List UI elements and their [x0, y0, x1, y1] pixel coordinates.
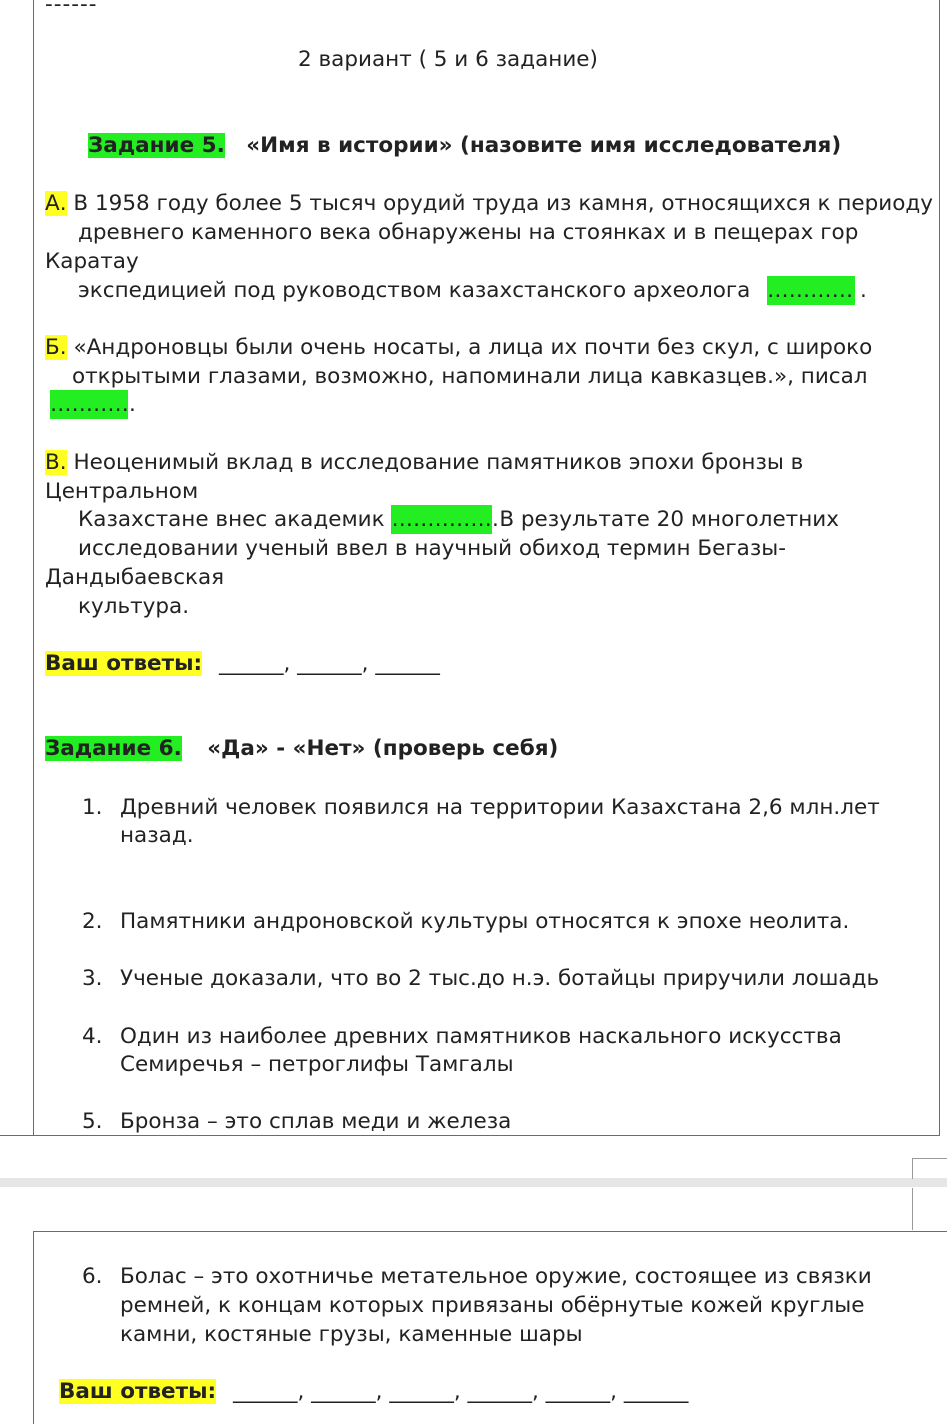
task6-item-6-line2: ремней, к концам которых привязаны обёрнутые кожей круглые	[120, 1293, 865, 1318]
page-gap-corner-top	[912, 1158, 947, 1179]
task5-c-text1: Неоценимый вклад в исследование памятников эпохи бронзы в	[73, 450, 804, 475]
task6-item-4-line1: Один из наиболее древних памятников наскального искусства	[120, 1024, 842, 1049]
task5-b-blank: …………	[50, 392, 136, 417]
task5-a-blank: ………… .	[767, 278, 867, 303]
task6-item-4-num: 4.	[82, 1024, 103, 1049]
task6-item-6-num: 6.	[82, 1264, 103, 1289]
task5-answers-blanks[interactable]: ______, ______, ______	[218, 651, 440, 676]
task6-item-1-num: 1.	[82, 795, 103, 820]
task6-heading	[45, 734, 558, 763]
task6-item-4-line2: Семиречья – петроглифы Тамгалы	[120, 1052, 514, 1077]
task5-c-line1	[45, 448, 803, 477]
task5-c-blank: ……………	[391, 507, 499, 532]
task5-a-line3: Каратау	[45, 249, 139, 274]
task6-item-3-num: 3.	[82, 966, 103, 991]
task6-item-5-line1: Бронза – это сплав меди и железа	[120, 1109, 512, 1134]
task5-answers-label: Ваш ответы:	[45, 651, 203, 676]
task5-b-text1: «Андроновцы были очень носаты, а лица их почти без скул, с широко	[73, 335, 873, 360]
variant-title: 2 вариант ( 5 и 6 задание)	[298, 47, 598, 72]
task6-item-6-line3: камни, костяные грузы, каменные шары	[120, 1322, 583, 1347]
task5-c-text3a: Казахстане внес академик	[78, 507, 385, 532]
task6-label: Задание 6.	[45, 736, 182, 761]
task5-heading	[88, 131, 841, 160]
task5-c-line2: Центральном	[45, 479, 199, 504]
task6-answers-blanks[interactable]: ______, ______, ______, ______, ______, ______	[232, 1379, 689, 1404]
task5-a-line2: древнего каменного века обнаружены на стоянках и в пещерах гор	[78, 220, 859, 245]
page-gap-corner-bottom	[912, 1188, 913, 1230]
task5-a-line1	[45, 189, 933, 218]
task5-a-line4	[78, 276, 867, 305]
task5-title: «Имя в истории» (назовите имя исследователя)	[246, 133, 842, 158]
task5-c-marker: В.	[45, 450, 67, 475]
task6-title: «Да» - «Нет» (проверь себя)	[207, 736, 559, 761]
task5-a-text1: В 1958 году более 5 тысяч орудий труда из камня, относящихся к периоду	[73, 191, 934, 216]
task5-a-marker: А.	[45, 191, 67, 216]
task6-item-1-line2: назад.	[120, 823, 194, 848]
task5-c-line5: Дандыбаевская	[45, 565, 225, 590]
task5-c-line3	[78, 505, 839, 534]
task6-item-2-num: 2.	[82, 909, 103, 934]
task5-c-text3b: В результате 20 многолетних	[499, 507, 839, 532]
task5-b-blank-line	[50, 390, 136, 419]
task5-a-text4: экспедицией под руководством казахстанского археолога	[78, 278, 751, 303]
task5-b-line1	[45, 333, 872, 362]
task6-item-5-num: 5.	[82, 1109, 103, 1134]
page-gap-band	[0, 1178, 947, 1187]
task6-item-6-line1: Болас – это охотничье метательное оружие, состоящее из связки	[120, 1264, 872, 1289]
task6-answers	[59, 1377, 688, 1406]
task6-item-3-line1: Ученые доказали, что во 2 тыс.до н.э. ботайцы приручили лошадь	[120, 966, 880, 991]
task5-b-line2: открытыми глазами, возможно, напоминали лица кавказцев.», писал	[72, 364, 868, 389]
task5-label: Задание 5.	[88, 133, 225, 158]
task6-item-2-line1: Памятники андроновской культуры относятся к эпохе неолита.	[120, 909, 850, 934]
task5-b-marker: Б.	[45, 335, 67, 360]
task5-c-line6: культура.	[78, 594, 190, 619]
task5-c-line4: исследовании ученый ввел в научный обиход термин Бегазы-	[78, 536, 786, 561]
task5-answers	[45, 649, 440, 678]
task6-answers-label: Ваш ответы:	[59, 1379, 217, 1404]
page-1-left-border	[33, 0, 34, 1136]
top-dashes: ------	[45, 0, 98, 17]
task6-item-1-line1: Древний человек появился на территории Казахстана 2,6 млн.лет	[120, 795, 880, 820]
